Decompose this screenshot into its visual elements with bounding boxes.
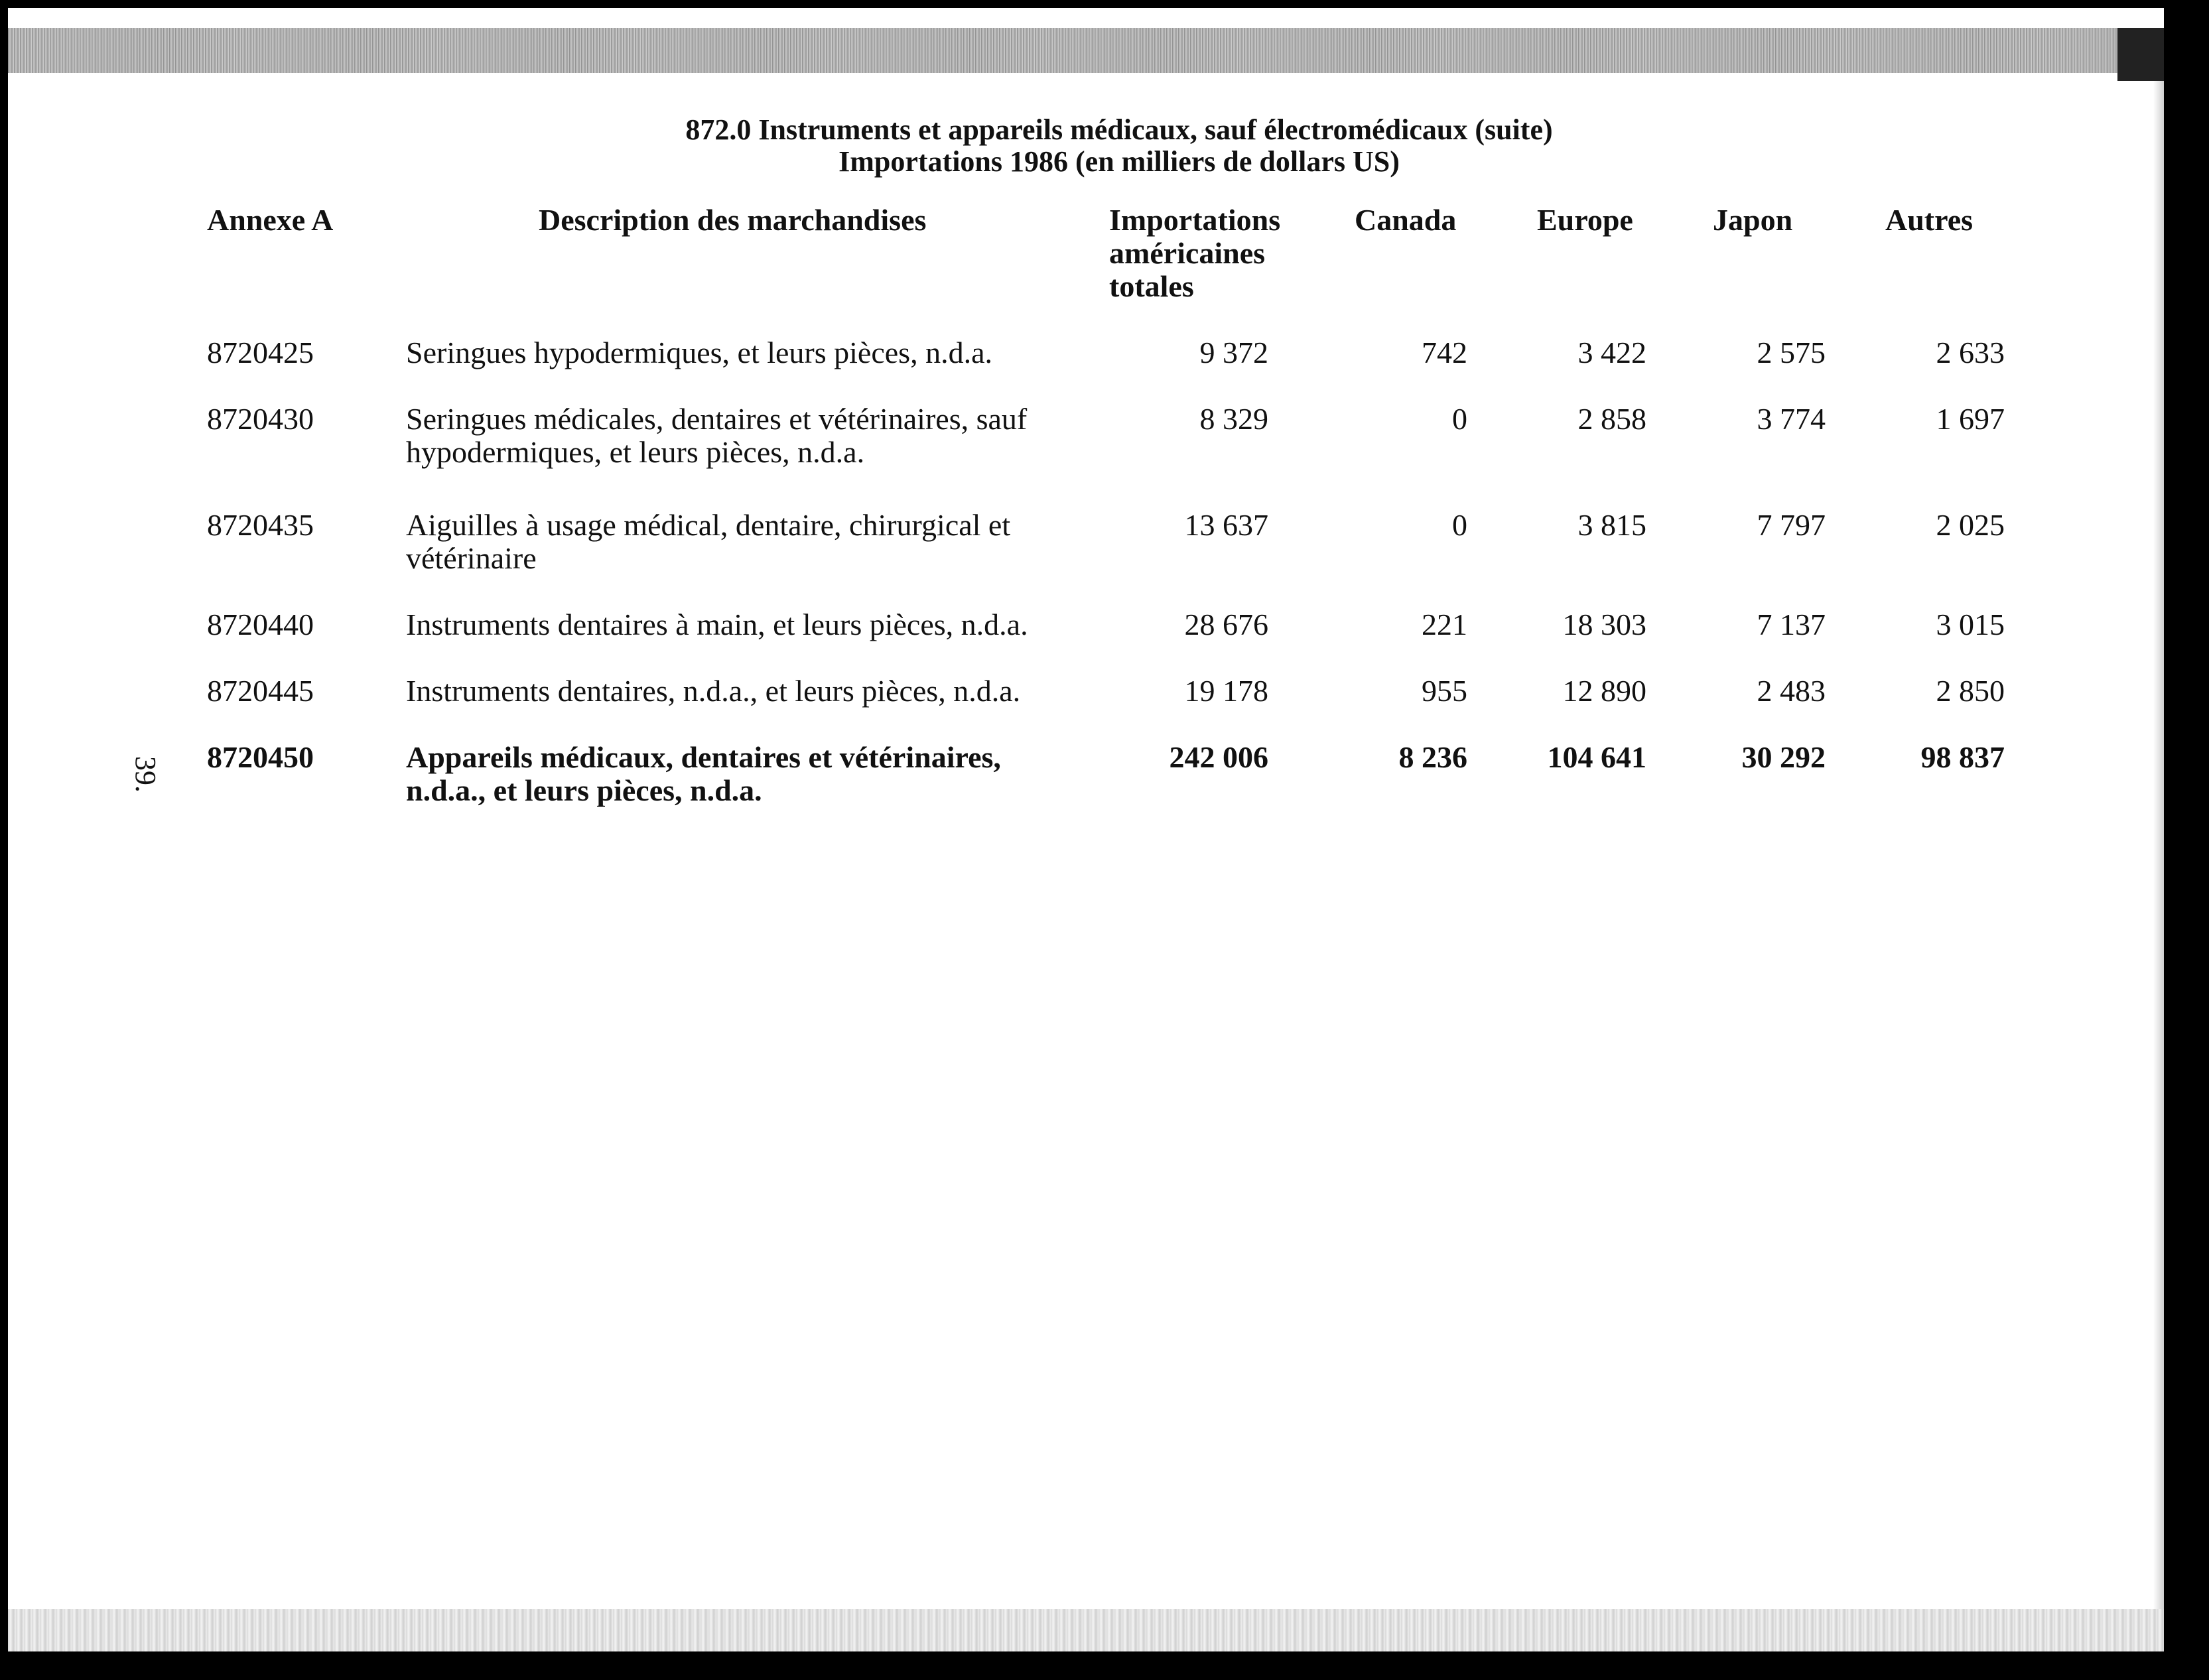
row-1-europe: 3 422 [1577,336,1646,369]
header-japon: Japon [1713,203,1793,237]
row-5-code: 8720445 [207,674,314,708]
document-subtitle: Importations 1986 (en milliers de dollars US) [838,145,1400,178]
row-2-canada: 0 [1452,402,1467,436]
header-total-line1: Importations [1109,203,1281,237]
scan-right-edge [2153,81,2164,1651]
row-6-code: 8720450 [207,740,314,774]
row-6-autres: 98 837 [1920,740,2005,774]
row-2-code: 8720430 [207,402,314,436]
scan-top-band [8,28,2164,73]
header-canada: Canada [1355,203,1457,237]
header-description: Description des marchandises [539,203,927,237]
row-4-description: Instruments dentaires à main, et leurs pièces, n.d.a. [406,608,1028,641]
row-2-description-line1: Seringues médicales, dentaires et vétérinaires, sauf [406,402,1028,436]
paper-sheet [8,8,2164,1651]
row-1-description: Seringues hypodermiques, et leurs pièces, n.d.a. [406,336,992,369]
row-4-autres: 3 015 [1936,608,2005,641]
row-4-japon: 7 137 [1757,608,1826,641]
row-6-europe: 104 641 [1547,740,1646,774]
row-5-europe: 12 890 [1562,674,1646,708]
row-3-description-line1: Aiguilles à usage médical, dentaire, chirurgical et [406,508,1011,542]
scan-bottom-band [8,1609,2164,1651]
row-2-japon: 3 774 [1757,402,1826,436]
row-1-code: 8720425 [207,336,314,369]
row-6-description-line2: n.d.a., et leurs pièces, n.d.a. [406,773,762,807]
row-3-canada: 0 [1452,508,1467,542]
document-title: 872.0 Instruments et appareils médicaux, sauf électromédicaux (suite) [685,113,1553,146]
row-5-autres: 2 850 [1936,674,2005,708]
row-4-total: 28 676 [1184,608,1268,641]
header-autres: Autres [1885,203,1974,237]
row-2-total: 8 329 [1199,402,1268,436]
row-6-canada: 8 236 [1398,740,1467,774]
row-3-autres: 2 025 [1936,508,2005,542]
row-4-code: 8720440 [207,608,314,641]
row-3-description-line2: vétérinaire [406,541,537,575]
row-2-autres: 1 697 [1936,402,2005,436]
row-5-description: Instruments dentaires, n.d.a., et leurs pièces, n.d.a. [406,674,1021,708]
row-5-total: 19 178 [1184,674,1268,708]
row-1-japon: 2 575 [1757,336,1826,369]
row-1-total: 9 372 [1199,336,1268,369]
page-number: 39. [129,756,162,793]
row-2-description-line2: hypodermiques, et leurs pièces, n.d.a. [406,435,865,469]
row-5-japon: 2 483 [1757,674,1826,708]
scan-corner-shadow [2117,28,2164,81]
row-3-europe: 3 815 [1577,508,1646,542]
row-4-canada: 221 [1422,608,1467,641]
row-6-japon: 30 292 [1741,740,1826,774]
header-total-line3: totales [1109,269,1194,303]
row-6-description-line1: Appareils médicaux, dentaires et vétérinaires, [406,740,1001,774]
row-5-canada: 955 [1422,674,1467,708]
row-1-autres: 2 633 [1936,336,2005,369]
document-title-block [406,114,1832,178]
header-annexe: Annexe A [207,203,334,237]
row-3-code: 8720435 [207,508,314,542]
row-3-total: 13 637 [1184,508,1268,542]
row-3-japon: 7 797 [1757,508,1826,542]
row-4-europe: 18 303 [1562,608,1646,641]
header-total-line2: américaines [1109,236,1266,270]
row-2-europe: 2 858 [1577,402,1646,436]
row-6-total: 242 006 [1169,740,1268,774]
row-1-canada: 742 [1422,336,1467,369]
header-europe: Europe [1537,203,1633,237]
